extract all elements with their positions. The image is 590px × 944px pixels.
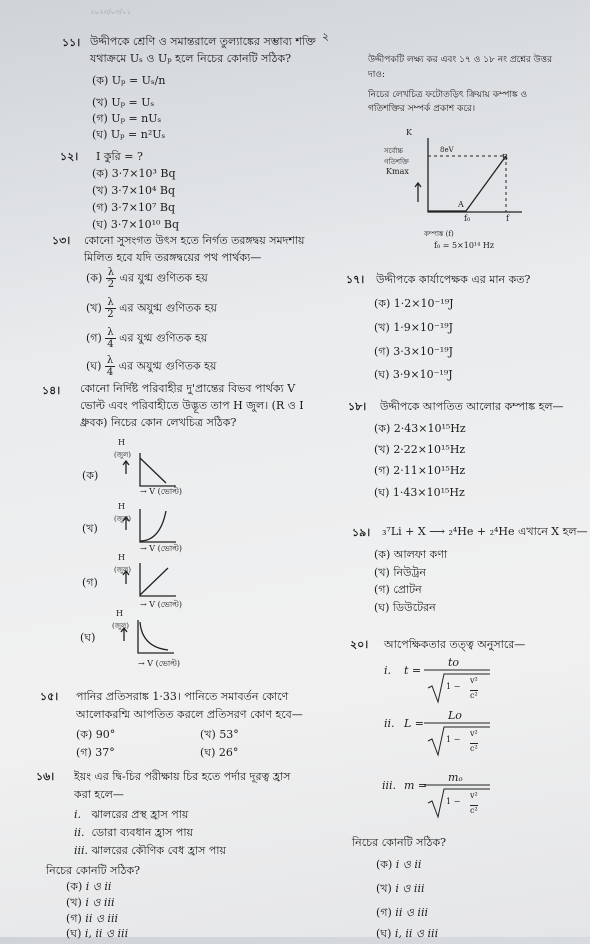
option-gha[interactable]: (ঘ) (80, 631, 96, 644)
question-text: উদ্দীপকে কার্যাপেক্ষক এর মান কত? (376, 273, 531, 286)
option-text: 3·3×10⁻¹⁹J (393, 345, 454, 358)
option-label: (খ) (86, 301, 102, 315)
option-label: (গ) (66, 912, 82, 925)
option-label: (ক) (376, 858, 393, 871)
statement-label: iii. (382, 779, 397, 792)
option-gha[interactable] (376, 925, 438, 944)
option-label: (গ) (376, 906, 392, 919)
option-ka[interactable] (86, 267, 208, 290)
option-label: (ক) (76, 728, 93, 741)
option-label: (ঘ) (374, 368, 390, 381)
v-squared: v² (470, 676, 478, 685)
option-text: নিউট্রন (393, 566, 426, 579)
option-gha[interactable] (200, 744, 238, 763)
option-label: (খ) (66, 896, 82, 909)
option-ga[interactable] (376, 904, 428, 923)
option-kha[interactable] (200, 726, 239, 745)
option-kha[interactable] (86, 297, 217, 320)
statement-label: ii. (384, 717, 395, 730)
question-text: যথাক্রমে Uₛ ও Uₚ হলে নিচের কোনটি সঠিক? (90, 52, 292, 65)
option-label: (ক) (374, 548, 391, 561)
option-text: আলফা কণা (393, 548, 448, 561)
f-label: f (506, 214, 509, 223)
option-text: Uₚ = nUₛ (111, 112, 162, 125)
question-text: ইয়ং এর দ্বি-চির পরীক্ষায় চির হতে পর্দার দূরত্ব হ্রাস (74, 770, 291, 783)
question-number: ১৬। (36, 770, 55, 783)
question-number: ১৮। (348, 400, 367, 413)
graph-y-label: Kmax (386, 167, 409, 176)
stimulus-text: গতিশক্তির সম্পর্ক প্রকাশ করে। (368, 104, 476, 114)
page-number: ২ (322, 30, 330, 43)
option-label: (গ) (92, 112, 108, 125)
option-text: 2·22×10¹⁵Hz (393, 443, 466, 456)
option-label: (ক) (66, 880, 83, 893)
nuclear-equation: ₃⁷Li + X ⟶ ₂⁴He + ₂⁴He এখানে X হল— (382, 525, 588, 538)
question-text: I কুরি = ? (96, 150, 143, 163)
option-ka[interactable] (76, 726, 115, 745)
axis-unit: (জুল) (114, 515, 131, 523)
option-label: (ঘ) (92, 218, 108, 231)
option-label: (ক) (92, 167, 109, 180)
axis-label-v: → V (ভোল্ট) (140, 600, 182, 609)
statement-label: i. (384, 664, 392, 677)
option-ka[interactable] (374, 546, 447, 565)
formula-lhs: t = (404, 664, 422, 677)
option-text: এর যুগ্ম গুণিতক হয় (119, 331, 208, 345)
axis-label-v: → V (ভোল্ট) (140, 487, 182, 496)
option-text: 37° (95, 746, 115, 759)
option-text: Uₚ = n²Uₛ (110, 128, 166, 141)
f0-label: f₀ (464, 214, 471, 223)
option-label: (খ) (92, 96, 108, 109)
axis-label-h: H (116, 609, 123, 618)
graph-y-label: K (406, 128, 412, 137)
option-label: (গ) (76, 746, 92, 759)
question-number: ১২। (60, 150, 79, 163)
option-label: (গ) (374, 583, 390, 596)
option-label: (ঘ) (66, 927, 82, 940)
statement-ii: ii. ডোরা ব্যবধান হ্রাস পায় (74, 826, 194, 839)
option-ga[interactable] (76, 744, 115, 763)
option-kha[interactable] (374, 319, 453, 338)
axis-label-h: H (118, 438, 125, 447)
option-text: 2·43×10¹⁵Hz (393, 422, 466, 435)
c-squared: c² (470, 744, 478, 753)
question-number: ২০। (350, 638, 369, 651)
option-text: 1·9×10⁻¹⁹J (393, 321, 454, 334)
option-label: (ক) (92, 74, 109, 87)
question-text: পানির প্রতিসরাঙ্ক 1·33। পানিতে সমাবর্তন কোণে (76, 690, 289, 703)
question-text: ধ্রুবক) নিচের কোন লেখচিত্র সঠিক? (80, 416, 237, 429)
option-label: (গ) (374, 464, 390, 477)
option-label: (গ) (374, 345, 390, 358)
option-ka[interactable] (376, 856, 421, 875)
option-text: 3·7×10¹⁰ Bq (110, 218, 180, 231)
option-label: (গ) (86, 331, 102, 345)
axis-unit: (জুল) (114, 451, 131, 459)
question-number: ১৯। (352, 526, 371, 539)
question-text: কোনো নির্দিষ্ট পরিবাহীর দু'প্রান্তের বিভব পার্থক্য V (80, 382, 296, 395)
option-text: i, ii ও iii (84, 927, 129, 940)
option-text: i ও ii (85, 880, 112, 893)
option-text: 3·7×10⁴ Bq (111, 184, 176, 197)
option-label: (খ) (374, 566, 390, 579)
option-label: (ঘ) (374, 486, 390, 499)
option-text: i ও iii (85, 896, 115, 909)
question-number: ১৩। (52, 234, 71, 247)
statement-i: i. ঝালরের প্রস্থ হ্রাস পায় (74, 808, 189, 821)
axis-unit: (জুল) (114, 566, 131, 574)
option-text: ii ও iii (85, 912, 118, 925)
option-text: 1·43×10¹⁵Hz (392, 486, 465, 499)
graph-parabola-up (120, 506, 180, 546)
option-label: (ক) (374, 297, 391, 310)
option-ga[interactable] (86, 327, 207, 350)
option-text: i ও ii (395, 858, 422, 871)
formula-lhs: m = (404, 779, 428, 792)
option-text: ii ও iii (395, 906, 428, 919)
fraction: $\frac{\lambda}{4}$ (106, 355, 114, 378)
option-ka[interactable] (374, 420, 466, 439)
formula-numerator: mₒ (448, 771, 463, 784)
top-faint-text: ২০২৩/০৩/০১ (90, 8, 132, 16)
option-ga[interactable] (374, 581, 422, 600)
option-text: i, ii ও iii (394, 927, 439, 940)
graph-y-label: সর্বোচ্চ (384, 147, 403, 155)
option-text: 2·11×10¹⁵Hz (393, 464, 466, 477)
option-text: 53° (219, 728, 239, 741)
option-ka[interactable] (374, 295, 454, 314)
axis-label-v: → V (ভোল্ট) (140, 544, 182, 553)
question-number: ১৪। (42, 384, 61, 397)
option-kha[interactable]: (খ) (82, 522, 98, 535)
option-gha[interactable] (374, 484, 465, 503)
option-label: (খ) (376, 882, 392, 895)
axis-label-v: → V (ভোল্ট) (138, 659, 180, 668)
option-label: (ক) (86, 271, 103, 285)
graph-decreasing-line (120, 450, 180, 490)
question-ask: নিচের কোনটি সঠিক? (46, 864, 141, 877)
fraction: $\frac{\lambda}{4}$ (107, 327, 114, 350)
option-ga[interactable] (374, 343, 453, 362)
option-ga[interactable] (374, 462, 465, 481)
root-text: 1 − (446, 735, 461, 744)
axis-label-h: H (118, 553, 125, 562)
root-text: 1 − (446, 797, 461, 806)
question-text: ভোল্ট এবং পরিবাহীতে উদ্ভূত তাপ H জুল। (R ও I (80, 399, 304, 412)
formula-numerator: Lo (448, 709, 462, 722)
fraction: $\frac{\lambda}{2}$ (107, 297, 114, 320)
graph-x-label: কম্পাঙ্ক (f) (424, 230, 454, 238)
option-text: প্রোটন (393, 583, 422, 596)
option-text: 1·2×10⁻¹⁹J (393, 297, 454, 310)
option-label: (ক) (374, 422, 391, 435)
stimulus-text: উদ্দীপকটি লক্ষ্য কর এবং ১৭ ও ১৮ নং প্রশ্নের উত্তর (368, 55, 553, 65)
graph-axes-and-line (388, 132, 528, 222)
question-text: করা হলে— (74, 788, 124, 801)
option-text: 3·9×10⁻¹⁹J (392, 368, 453, 381)
stimulus-text: নিচের লেখচিত্র ফটোতড়িৎ ক্রিয়ায় কম্পাঙ্ক ও (368, 90, 528, 100)
point-a-label: A (458, 200, 464, 209)
graph-note: f₀ = 5×10¹⁴ Hz (434, 241, 495, 250)
question-text: আলোকরশ্মি আপতিত করলে প্রতিসরণ কোণ হবে— (76, 708, 303, 721)
option-text: এর অযুগ্ম গুণিতক হয় (119, 301, 217, 315)
axis-unit: (জুল) (112, 622, 129, 630)
point-b-label: B (502, 153, 508, 162)
axis-label-h: H (118, 502, 125, 511)
option-ka[interactable] (92, 72, 165, 91)
option-text: এর যুগ্ম গুণিতক হয় (119, 271, 208, 285)
option-ga[interactable]: (গ) (82, 576, 98, 589)
option-text: i ও iii (395, 882, 425, 895)
question-ask: নিচের কোনটি সঠিক? (352, 836, 447, 849)
option-label: (ঘ) (92, 128, 108, 141)
question-text: উদ্দীপকে শ্রেণি ও সমান্তরালে তুল্যাঙ্কের সম্ভাব্য শক্তি (90, 35, 316, 48)
statement-iii: iii. ঝালরের কৌণিক বেধ হ্রাস পায় (74, 844, 226, 857)
question-text: উদ্দীপকে আপতিত আলোর কম্পাঙ্ক হল— (380, 400, 564, 413)
question-text: কোনো সুসংগত উৎস হতে নির্গত তরঙ্গদ্বয় সমদশায় (84, 234, 305, 247)
graph-y-label: গতিশক্তি (384, 158, 409, 166)
option-label: (গ) (92, 201, 108, 214)
option-text: 90° (95, 728, 116, 741)
option-text: 3·7×10³ Bq (111, 167, 176, 180)
option-label: (খ) (92, 184, 108, 197)
graph-hyperbola (118, 617, 178, 657)
formula-lhs: L = (404, 717, 425, 730)
option-label: (ঘ) (200, 746, 216, 759)
option-text: Uₚ = Uₛ (111, 96, 155, 109)
option-gha[interactable] (374, 366, 453, 385)
question-text: মিলিত হবে যদি তরঙ্গদ্বয়ের পথ পার্থক্য— (84, 251, 262, 264)
graph-level-label: 8eV (440, 146, 454, 154)
c-squared: c² (470, 691, 478, 700)
fraction: $\frac{\lambda}{2}$ (107, 267, 115, 290)
option-text: Uₚ = Uₛ/n (111, 74, 166, 87)
v-squared: v² (470, 791, 478, 800)
formula-numerator: to (448, 656, 460, 669)
option-gha[interactable] (92, 126, 165, 145)
question-text: আপেক্ষিকতার তত্ত্ব অনুসারে— (384, 638, 526, 651)
option-text: 26° (218, 746, 239, 759)
question-number: ১৫। (40, 690, 59, 703)
option-ka[interactable]: (ক) (82, 469, 99, 482)
option-label: (ঘ) (374, 601, 390, 614)
option-gha[interactable] (86, 355, 216, 378)
option-text: এর অযুগ্ম গুণিতক হয় (118, 359, 217, 373)
question-number: ১১। (62, 36, 81, 49)
option-gha[interactable] (374, 599, 436, 618)
v-squared: v² (470, 729, 478, 738)
option-label: (খ) (374, 321, 390, 334)
option-label: (ঘ) (86, 359, 102, 373)
option-kha[interactable] (374, 441, 465, 460)
stimulus-text: দাও: (368, 70, 385, 80)
option-label: (খ) (374, 443, 390, 456)
root-text: 1 − (446, 682, 461, 691)
option-label: (খ) (200, 728, 216, 741)
option-text: ডিউটেরন (392, 601, 436, 614)
option-label: (ঘ) (376, 927, 392, 940)
question-number: ১৭। (346, 273, 365, 286)
c-squared: c² (470, 806, 478, 815)
option-gha[interactable] (66, 925, 128, 944)
option-kha[interactable] (376, 880, 424, 899)
option-text: 3·7×10⁷ Bq (111, 201, 176, 214)
graph-straight-line (120, 560, 180, 600)
